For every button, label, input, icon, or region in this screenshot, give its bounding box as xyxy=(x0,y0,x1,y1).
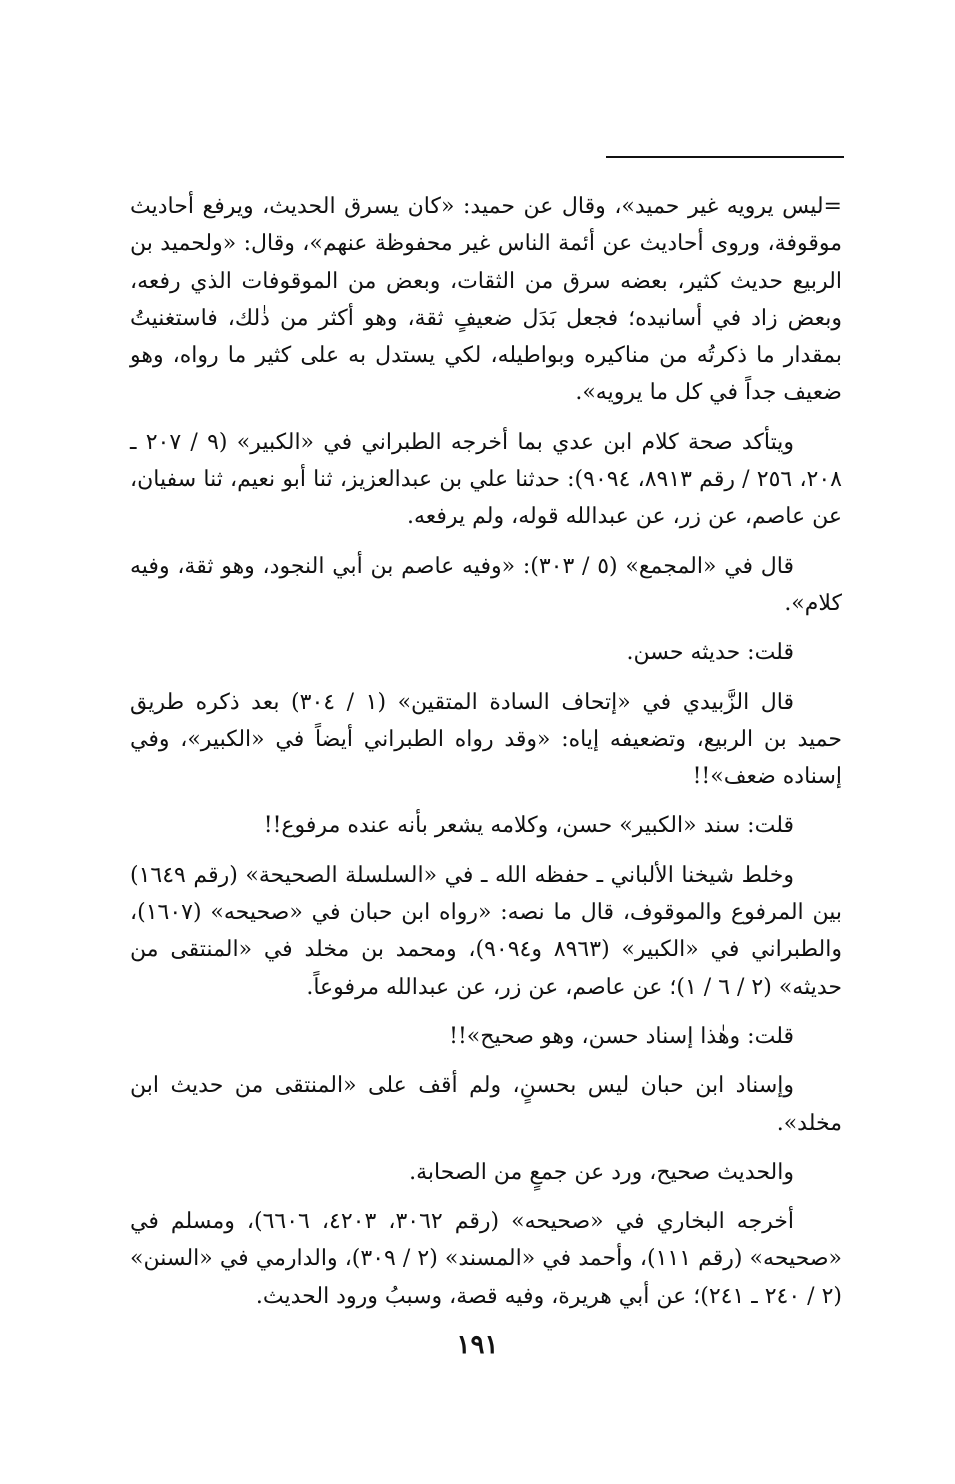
footnote-paragraph: قلت: حديثه حسن. xyxy=(626,640,794,666)
page-number: ١٩١ xyxy=(456,1330,499,1360)
footnote-paragraph: قلت: سند «الكبير» حسن، وكلامه يشعر بأنه عنده مرفوع!! xyxy=(263,813,794,839)
footnote-paragraph: وخلط شيخنا الألباني ـ حفظه الله ـ في «السلسلة الصحيحة» (رقم ١٦٤٩) بين المرفوع والموقوف، قال ما نصه: «رواه ابن حبان في «صحيحه» (١٦٠٧)، والطبراني في «الكبير» (٨٩٦٣ و٩٠٩٤)، ومحمد بن مخلد في «المنتقى من حديثه» (٢ / ٦ / ١)؛ عن عاصم، عن زر، عن عبدالله مرفوعاً. xyxy=(130,862,843,1000)
footnote-paragraph: =ليس يرويه غير حميد»، وقال عن حميد: «كان يسرق الحديث، ويرفع أحاديث موقوفة، وروى أحاديث عن أئمة الناس غير محفوظة عنهم»، وقال: «ولحميد بن الربيع حديث كثير، بعضه سرق من الثقات، وبعض من الموقوفات الذي رفعه، وبعض زاد في أسانيده؛ فجعل بَدَل ضعيفٍ ثقة، وهو أكثر من ذٰلك، فاستغنيتُ بمقدار ما ذكرتُه من مناكيره وبواطيله، لكي يستدل به على كثير ما رواه، وهو ضعيف جداً في كل ما يرويه». xyxy=(130,194,842,406)
footnote-paragraph: أخرجه البخاري في «صحيحه» (رقم ٣٠٦٢، ٤٢٠٣، ٦٦٠٦)، ومسلم في «صحيحه» (رقم ١١١)، وأحمد في «المسند» (٢ / ٣٠٩)، والدارمي في «السنن» (٢ / ٢٤٠ ـ ٢٤١)؛ عن أبي هريرة، وفيه قصة، وسببُ ورود الحديث. xyxy=(130,1209,842,1309)
footnote-paragraph: والحديث صحيح، ورد عن جمعٍ من الصحابة. xyxy=(409,1159,794,1185)
footnote-paragraph: قال في «المجمع» (٥ / ٣٠٣): «وفيه عاصم بن أبي النجود، وهو ثقة، وفيه كلام». xyxy=(130,553,842,616)
footnote-separator-rule xyxy=(606,156,844,158)
footnote-paragraph: وإسناد ابن حبان ليس بحسنٍ، ولم أقف على «المنتقى من حديث ابن مخلد». xyxy=(130,1073,842,1136)
footnote-paragraph: ويتأكد صحة كلام ابن عدي بما أخرجه الطبراني في «الكبير» (٩ / ٢٠٧ ـ ٢٠٨، ٢٥٦ / رقم ٨٩١٣، ٩٠٩٤): حدثنا علي بن عبدالعزيز، ثنا أبو نعيم، ثنا سفيان، عن عاصم، عن زر، عن عبدالله قوله، ولم يرفعه. xyxy=(130,429,842,530)
footnote-paragraph: قلت: وهٰذا إسناد حسن، وهو صحيح»!! xyxy=(449,1023,794,1049)
footnote-text-block xyxy=(130,188,842,1315)
footnote-paragraph: قال الزَّبيدي في «إتحاف السادة المتقين» (١ / ٣٠٤) بعد ذكره طريق حميد بن الربيع، وتضعيفه إياه: «وقد رواه الطبراني أيضاً في «الكبير»، وفي إسناده ضعف»!! xyxy=(130,689,842,790)
